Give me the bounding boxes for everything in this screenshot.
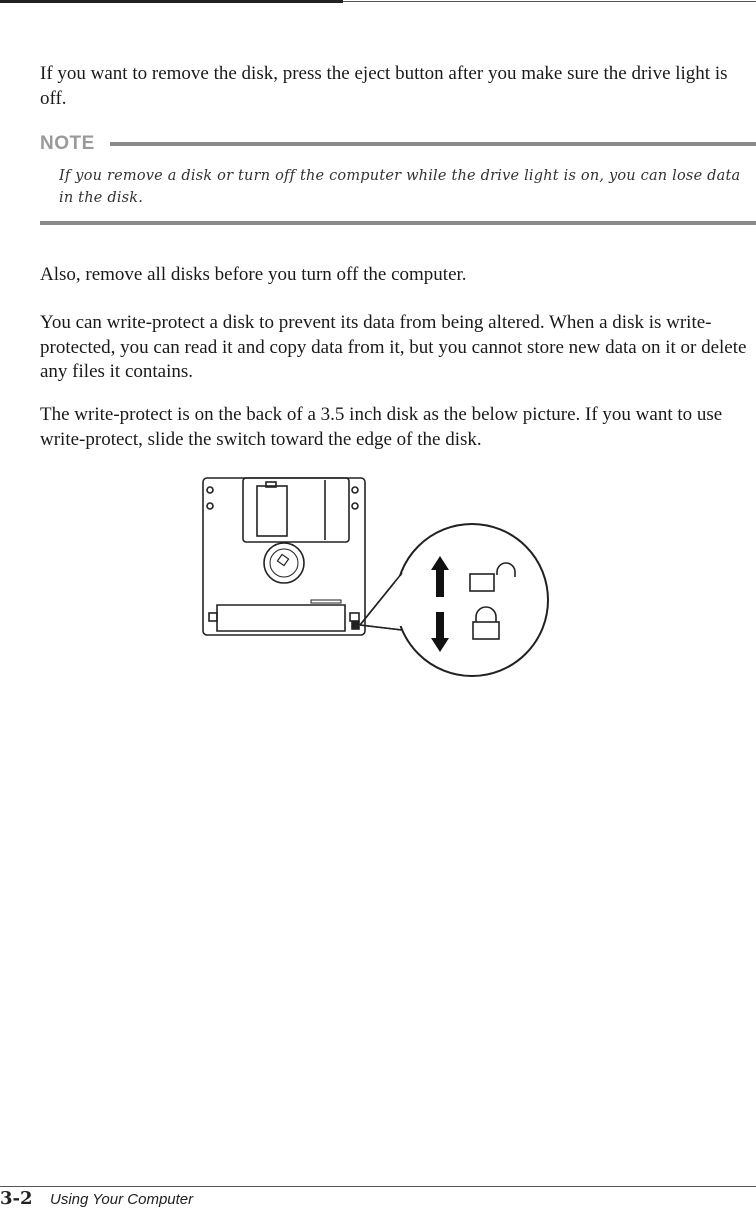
paragraph-remove-all-disks: Also, remove all disks before you turn off the computer.: [40, 264, 467, 285]
paragraph-remove-disk: If you want to remove the disk, press the eject button after you make sure the drive light is off.: [40, 63, 728, 109]
note-rule-bottom: [40, 221, 756, 225]
floppy-disk-back: [203, 478, 365, 635]
callout-notch-mask: [395, 576, 409, 626]
paragraph-write-protect: You can write-protect a disk to prevent its data from being altered. When a disk is write-protected, you can read it and copy data from it, but you cannot store new data on it or delete any files it contains.: [40, 312, 747, 382]
note-label: NOTE: [40, 133, 95, 154]
note-rule-top: [110, 142, 756, 146]
chapter-title: Using Your Computer: [50, 1191, 194, 1208]
footer-rule: [0, 1186, 756, 1187]
paragraph-write-protect-location: The write-protect is on the back of a 3.5 inch disk as the below picture. If you want to use write-protect, slide the switch toward the edge of the disk.: [40, 404, 723, 450]
header-rule-thin: [343, 1, 756, 2]
note-text: If you remove a disk or turn off the computer while the drive light is on, you can lose data in the disk.: [59, 168, 741, 206]
floppy-disk-figure: [195, 470, 555, 682]
zoom-callout-circle: [396, 524, 548, 676]
header-rule-thick: [0, 0, 343, 3]
page-number: 3-2: [0, 1188, 33, 1209]
